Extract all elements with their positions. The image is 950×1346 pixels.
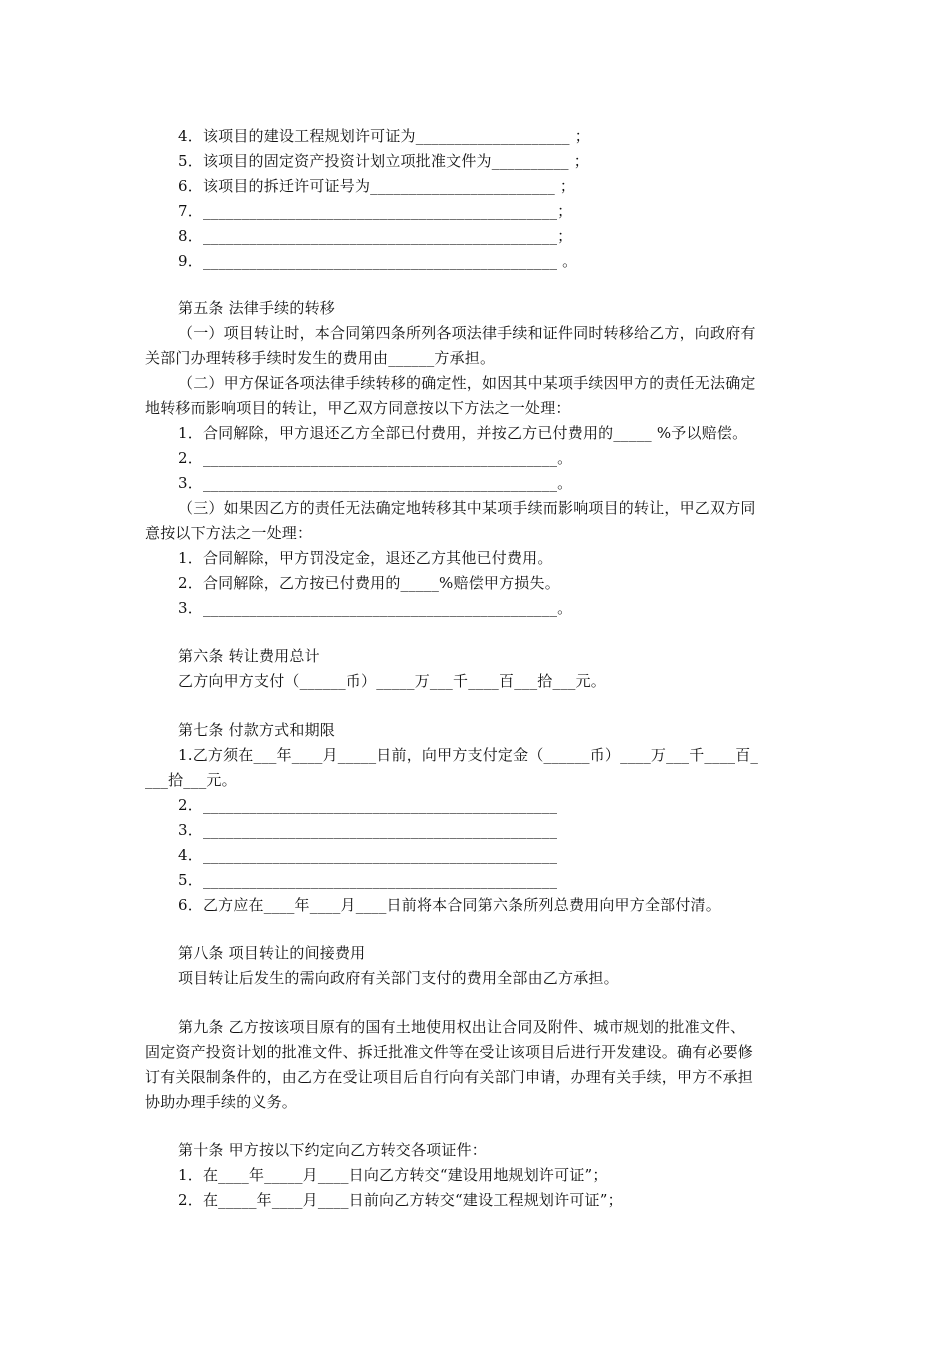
article-10-heading: 第十条 甲方按以下约定向乙方转交各项证件：	[178, 1141, 487, 1159]
article-7-item-4: 4．______________________________________________	[178, 846, 558, 864]
article-7-item-6: 6．乙方应在____年____月____日前将本合同第六条所列总费用向甲方全部付清。	[178, 896, 721, 914]
article-7-heading: 第七条 付款方式和期限	[178, 721, 335, 739]
article-8-heading: 第八条 项目转让的间接费用	[178, 944, 366, 962]
article-5-clause-1-line-1: （一）项目转让时，本合同第四条所列各项法律手续和证件同时转移给乙方，向政府有	[178, 324, 756, 342]
article-8-body: 项目转让后发生的需向政府有关部门支付的费用全部由乙方承担。	[178, 969, 619, 987]
item-9-blank: 9．______________________________________________ 。	[178, 252, 578, 270]
article-7-item-3: 3．______________________________________________	[178, 821, 558, 839]
item-5-investment-approval: 5．该项目的固定资产投资计划立项批准文件为__________ ；	[178, 152, 589, 170]
article-5-clause-1-line-2: 关部门办理转移手续时发生的费用由______方承担。	[145, 349, 496, 367]
article-7-item-2: 2．______________________________________________	[178, 796, 558, 814]
article-5-clause-3-option-3: 3．______________________________________________。	[178, 599, 573, 617]
article-5-clause-2-option-2: 2．______________________________________________。	[178, 449, 573, 467]
article-9-line-1: 第九条 乙方按该项目原有的国有土地使用权出让合同及附件、城市规划的批准文件、	[178, 1018, 746, 1036]
article-5-clause-3-line-1: （三）如果因乙方的责任无法确定地转移其中某项手续而影响项目的转让，甲乙双方同	[178, 499, 756, 517]
item-4-planning-permit: 4．该项目的建设工程规划许可证为____________________ ；	[178, 127, 590, 145]
article-9-line-4: 协助办理手续的义务。	[145, 1093, 298, 1111]
article-5-heading: 第五条 法律手续的转移	[178, 299, 335, 317]
article-5-clause-3-option-1: 1．合同解除，甲方罚没定金，退还乙方其他已付费用。	[178, 549, 553, 567]
article-5-clause-2-line-1: （二）甲方保证各项法律手续转移的确定性，如因其中某项手续因甲方的责任无法确定	[178, 374, 756, 392]
item-6-demolition-permit: 6．该项目的拆迁许可证号为________________________ ；	[178, 177, 576, 195]
article-6-payment-total: 乙方向甲方支付（______币）_____万___千____百___拾___元。	[178, 672, 607, 690]
article-7-item-1-line-1: 1.乙方须在___年____月_____日前，向甲方支付定金（______币）____万___千____百_	[178, 746, 759, 764]
article-5-clause-2-option-1: 1．合同解除，甲方退还乙方全部已付费用，并按乙方已付费用的_____ %予以赔偿。	[178, 424, 748, 442]
article-7-item-5: 5．______________________________________________	[178, 871, 558, 889]
article-9-line-2: 固定资产投资计划的批准文件、拆迁批准文件等在受让该项目后进行开发建设。确有必要修	[145, 1043, 754, 1061]
article-7-item-1-line-2: ___拾___元。	[145, 771, 237, 789]
item-8-blank: 8．______________________________________________；	[178, 227, 573, 245]
article-10-item-2: 2．在_____年____月____日前向乙方转交“建设工程规划许可证”；	[178, 1191, 623, 1209]
article-5-clause-2-option-3: 3．______________________________________________。	[178, 474, 573, 492]
article-5-clause-3-line-2: 意按以下方法之一处理：	[145, 524, 313, 542]
article-5-clause-3-option-2: 2．合同解除，乙方按已付费用的_____%赔偿甲方损失。	[178, 574, 560, 592]
item-7-blank: 7．______________________________________________；	[178, 202, 573, 220]
article-6-heading: 第六条 转让费用总计	[178, 647, 320, 665]
article-5-clause-2-line-2: 地转移而影响项目的转让，甲乙双方同意按以下方法之一处理：	[145, 399, 571, 417]
article-10-item-1: 1．在____年_____月____日向乙方转交“建设用地规划许可证”；	[178, 1166, 608, 1184]
article-9-line-3: 订有关限制条件的，由乙方在受让项目后自行向有关部门申请，办理有关手续，甲方不承担	[145, 1068, 754, 1086]
